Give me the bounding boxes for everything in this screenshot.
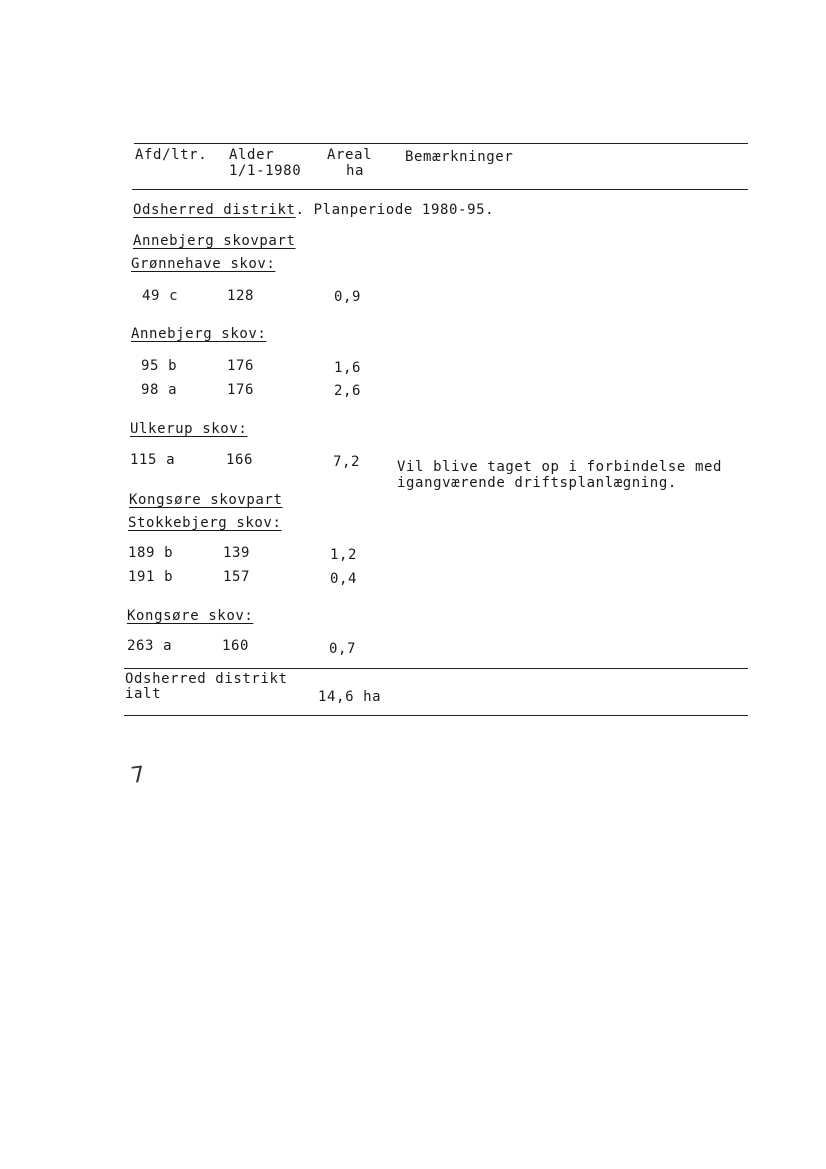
row-afd: 115 a — [130, 452, 176, 468]
section-kongsore-skov: Kongsøre skov: — [127, 608, 254, 624]
row-areal: 1,6 — [334, 360, 362, 376]
row-alder: 160 — [222, 638, 250, 654]
section-kongsore-skovpart: Kongsøre skovpart — [129, 492, 283, 508]
remark-line-2: igangværende driftsplanlægning. — [397, 475, 677, 491]
row-afd: 95 b — [141, 358, 178, 374]
row-alder: 166 — [226, 452, 254, 468]
section-annebjerg-skov: Annebjerg skov: — [131, 326, 267, 342]
total-value: 14,6 ha — [318, 689, 382, 705]
row-alder: 128 — [227, 288, 255, 304]
row-alder: 176 — [227, 382, 255, 398]
total-label-2: ialt — [125, 686, 162, 702]
row-afd: 49 c — [142, 288, 179, 304]
header-areal-unit: ha — [346, 163, 365, 179]
total-top-rule — [124, 668, 748, 669]
header-areal: Areal — [327, 147, 373, 163]
total-label-1: Odsherred distrikt — [125, 671, 288, 687]
row-alder: 176 — [227, 358, 255, 374]
section-annebjerg-skovpart: Annebjerg skovpart — [133, 233, 296, 249]
plan-period: . Planperiode 1980-95. — [295, 202, 495, 218]
row-areal: 7,2 — [333, 454, 361, 470]
row-afd: 98 a — [141, 382, 178, 398]
row-alder: 157 — [223, 569, 251, 585]
row-areal: 0,9 — [334, 289, 362, 305]
section-gronnehave-skov: Grønnehave skov: — [131, 256, 276, 272]
district-heading — [133, 202, 494, 218]
header-remarks: Bemærkninger — [405, 149, 514, 165]
district-name: Odsherred distrikt — [133, 202, 296, 218]
row-afd: 191 b — [128, 569, 174, 585]
header-afd: Afd/ltr. — [135, 147, 208, 163]
header-top-rule — [134, 143, 748, 144]
handwritten-mark: 7 — [129, 762, 148, 789]
row-afd: 263 a — [127, 638, 173, 654]
total-bottom-rule — [124, 715, 748, 716]
row-areal: 0,7 — [329, 641, 357, 657]
remark-line-1: Vil blive taget op i forbindelse med — [397, 459, 723, 475]
header-bottom-rule — [132, 189, 748, 190]
section-ulkerup-skov: Ulkerup skov: — [130, 421, 248, 437]
header-alder: Alder — [229, 147, 275, 163]
row-afd: 189 b — [128, 545, 174, 561]
row-areal: 0,4 — [330, 571, 358, 587]
row-alder: 139 — [223, 545, 251, 561]
header-alder-date: 1/1-1980 — [229, 163, 302, 179]
section-stokkebjerg-skov: Stokkebjerg skov: — [128, 515, 282, 531]
row-areal: 2,6 — [334, 383, 362, 399]
row-areal: 1,2 — [330, 547, 358, 563]
